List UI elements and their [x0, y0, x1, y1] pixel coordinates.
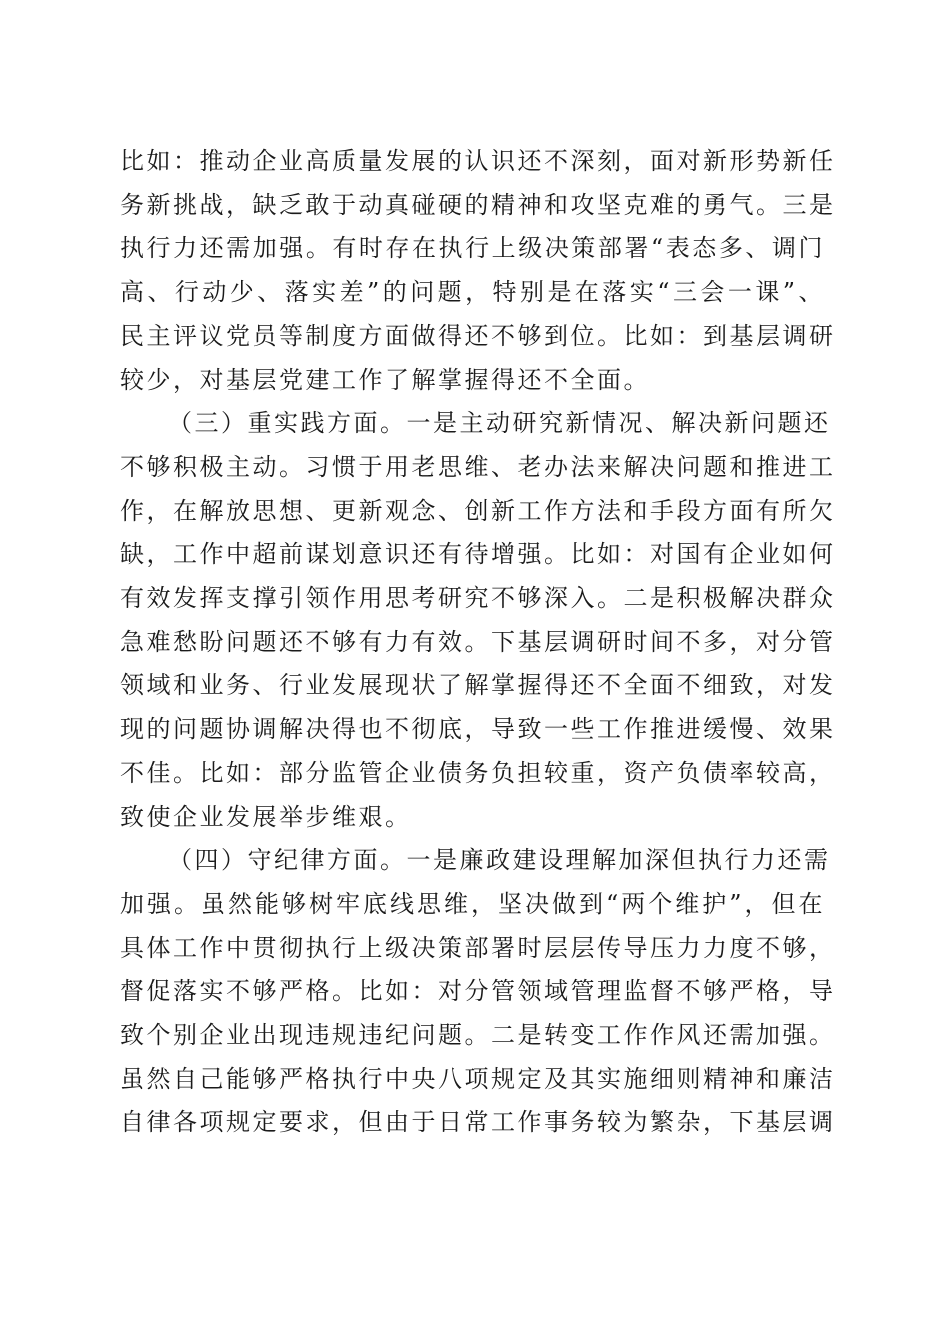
paragraph-party-building-execution: [120, 140, 836, 402]
text-line: 急难愁盼问题还不够有力有效。下基层调研时间不多，对分管: [120, 627, 836, 656]
text-line: 作，在解放思想、更新观念、创新工作方法和手段方面有所欠: [120, 496, 836, 525]
text-line: 执行力还需加强。有时存在执行上级决策部署“表态多、调门: [120, 234, 825, 263]
text-line: 督促落实不够严格。比如：对分管领域管理监督不够严格，导: [120, 977, 836, 1006]
text-line: 现的问题协调解决得也不彻底，导致一些工作推进缓慢、效果: [120, 715, 836, 744]
text-line: 加强。虽然能够树牢底线思维，坚决做到“两个维护”，但在: [120, 889, 825, 918]
text-line: 致使企业发展举步维艰。: [120, 802, 412, 831]
text-line: 虽然自己能够严格执行中央八项规定及其实施细则精神和廉洁: [120, 1064, 836, 1093]
section-heading-line: （三）重实践方面。一是主动研究新情况、解决新问题还: [168, 409, 831, 438]
paragraph-practice-section: [120, 402, 836, 839]
text-line: 领域和业务、行业发展现状了解掌握得还不全面不细致，对发: [120, 671, 836, 700]
text-line: 具体工作中贯彻执行上级决策部署时层层传导压力力度不够，: [120, 933, 836, 962]
paragraph-discipline-section: [120, 839, 836, 1145]
text-line: 务新挑战，缺乏敢于动真碰硬的精神和攻坚克难的勇气。三是: [120, 190, 836, 219]
text-line: 致个别企业出现违规违纪问题。二是转变工作作风还需加强。: [120, 1021, 836, 1050]
text-line: 民主评议党员等制度方面做得还不够到位。比如：到基层调研: [120, 321, 836, 350]
text-line: 不佳。比如：部分监管企业债务负担较重，资产负债率较高，: [120, 758, 836, 787]
text-line: 高、行动少、落实差”的问题，特别是在落实“三会一课”、: [120, 278, 825, 307]
text-line: 自律各项规定要求，但由于日常工作事务较为繁杂，下基层调: [120, 1108, 836, 1137]
text-line: 有效发挥支撑引领作用思考研究不够深入。二是积极解决群众: [120, 584, 836, 613]
text-line: 不够积极主动。习惯于用老思维、老办法来解决问题和推进工: [120, 452, 836, 481]
document-body: [120, 140, 836, 1145]
section-heading-line: （四）守纪律方面。一是廉政建设理解加深但执行力还需: [168, 846, 831, 875]
text-line: 较少，对基层党建工作了解掌握得还不全面。: [120, 365, 650, 394]
text-line: 比如：推动企业高质量发展的认识还不深刻，面对新形势新任: [120, 147, 836, 175]
text-line: 缺，工作中超前谋划意识还有待增强。比如：对国有企业如何: [120, 540, 836, 569]
